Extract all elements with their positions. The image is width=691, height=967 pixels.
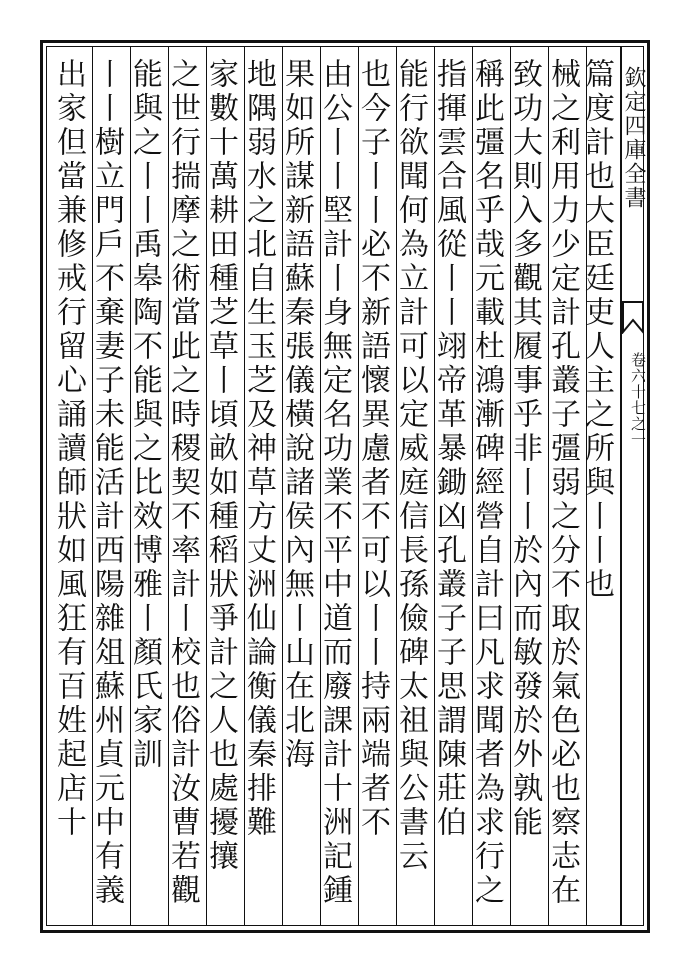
banner-volume: 卷六十七之一 [629, 352, 647, 448]
text-column-4: 稱此彊名乎哉元載杜鴻漸碑經營自計曰凡求聞者為求行之 [469, 58, 504, 908]
text-column-1: 篇度計也大臣廷吏人主之所與丨丨也 [579, 58, 614, 602]
text-column-5: 指揮雲合風從丨丨翊帝革暴鋤凶孔叢子子思謂陳莊伯 [431, 58, 466, 840]
banner-title: 欽定四庫全書 [621, 66, 646, 210]
text-column-14: 丨丨樹立門戶不棄妻子未能活計西陽雜俎蘇州貞元中有義 [89, 58, 124, 908]
text-column-11: 家數十萬耕田種芝草丨頃畝如種稻狀爭計之人也處擾攘 [203, 58, 238, 874]
text-column-13: 能與之丨丨禹皋陶不能與之比效博雅丨顏氏家訓 [127, 58, 162, 772]
fish-tail-mark-icon [622, 300, 644, 334]
text-column-15: 出家但當兼修戒行留心誦讀師狀如風狂有百姓起店十 [51, 58, 86, 840]
text-column-3: 致功大則入多觀其履事乎非丨丨於內而敏發於外孰能 [507, 58, 542, 840]
text-column-9: 果如所謀新語蘇秦張儀橫說諸侯內無丨山在北海 [279, 58, 314, 772]
text-column-10: 地隅弱水之北自生玉芝及神草方丈洲仙論衡儀秦排難 [241, 58, 276, 840]
text-column-6: 能行欲聞何為立計可以定威庭信長孫儉碑太祖與公書云 [393, 58, 428, 874]
text-column-8: 由公丨丨堅計丨身無定名功業不平中道而廢課計十洲記鍾 [317, 58, 352, 908]
text-column-2: 械之利用力少定計孔叢子彊弱之分不取於氣色必也察志在 [545, 58, 580, 908]
text-column-7: 也今子丨丨必不新語懷異慮者不可以丨丨持兩端者不 [355, 58, 390, 840]
text-column-12: 之世行揣摩之術當此之時稷契不率計丨校也俗計汝曹若觀 [165, 58, 200, 908]
